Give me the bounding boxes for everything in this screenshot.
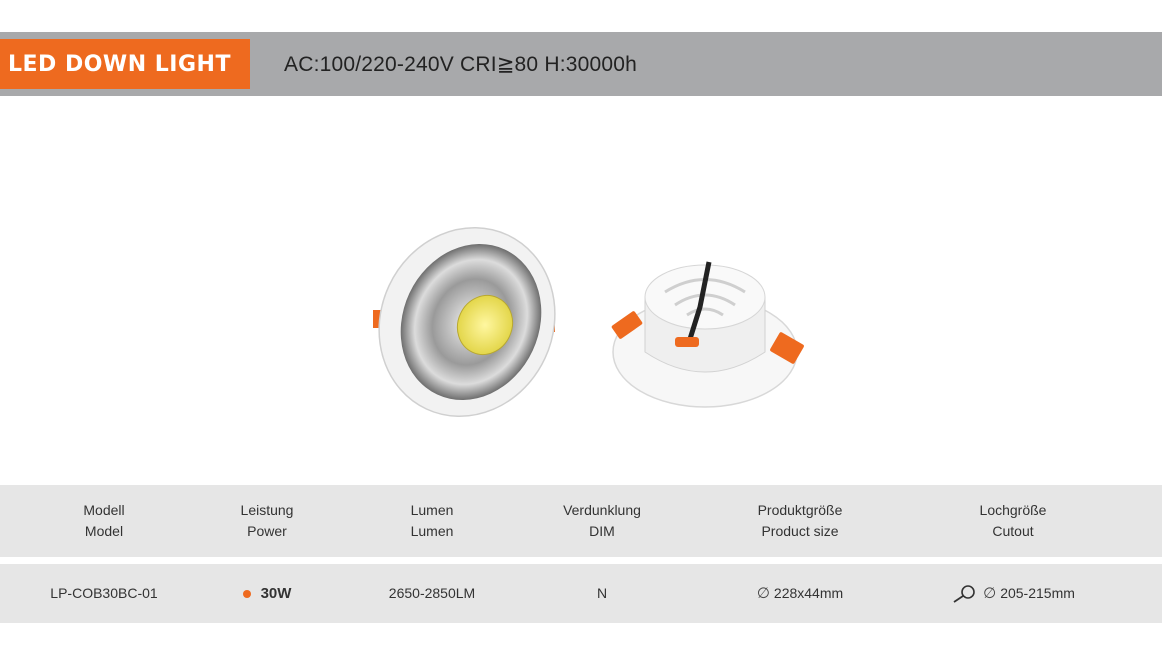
table-row xyxy=(0,564,1162,623)
col-power: Leistung Power xyxy=(240,502,294,539)
cell-lumen: 2650-2850LM xyxy=(388,585,476,601)
product-images xyxy=(0,97,1162,477)
cell-power: 30W xyxy=(207,564,327,623)
col-dim: Verdunklung DIM xyxy=(563,502,641,539)
spec-line: AC:100/220-240V CRI≧80 H:30000h xyxy=(284,52,638,76)
header-band xyxy=(0,32,1162,96)
col-product-size: Produktgröße Product size xyxy=(757,502,843,539)
cell-product-size: ∅ 228x44mm xyxy=(756,585,844,602)
cutout-tool-icon xyxy=(951,585,977,603)
col-lumen: Lumen Lumen xyxy=(410,502,454,539)
cell-dim: N xyxy=(596,585,608,601)
cell-model: LP-COB30BC-01 xyxy=(50,585,158,601)
cell-cutout: ∅ 205-215mm xyxy=(930,564,1096,623)
diameter-icon: ∅ xyxy=(756,585,770,602)
table-header xyxy=(0,485,1162,557)
diameter-icon: ∅ xyxy=(983,585,997,602)
downlight-back-image xyxy=(605,257,815,417)
downlight-front-image xyxy=(365,222,565,422)
bullet-dot-icon xyxy=(243,590,251,598)
col-model: Modell Model xyxy=(83,502,125,539)
product-category-badge: LED DOWN LIGHT xyxy=(0,39,250,89)
col-cutout: Lochgröße Cutout xyxy=(979,502,1047,539)
